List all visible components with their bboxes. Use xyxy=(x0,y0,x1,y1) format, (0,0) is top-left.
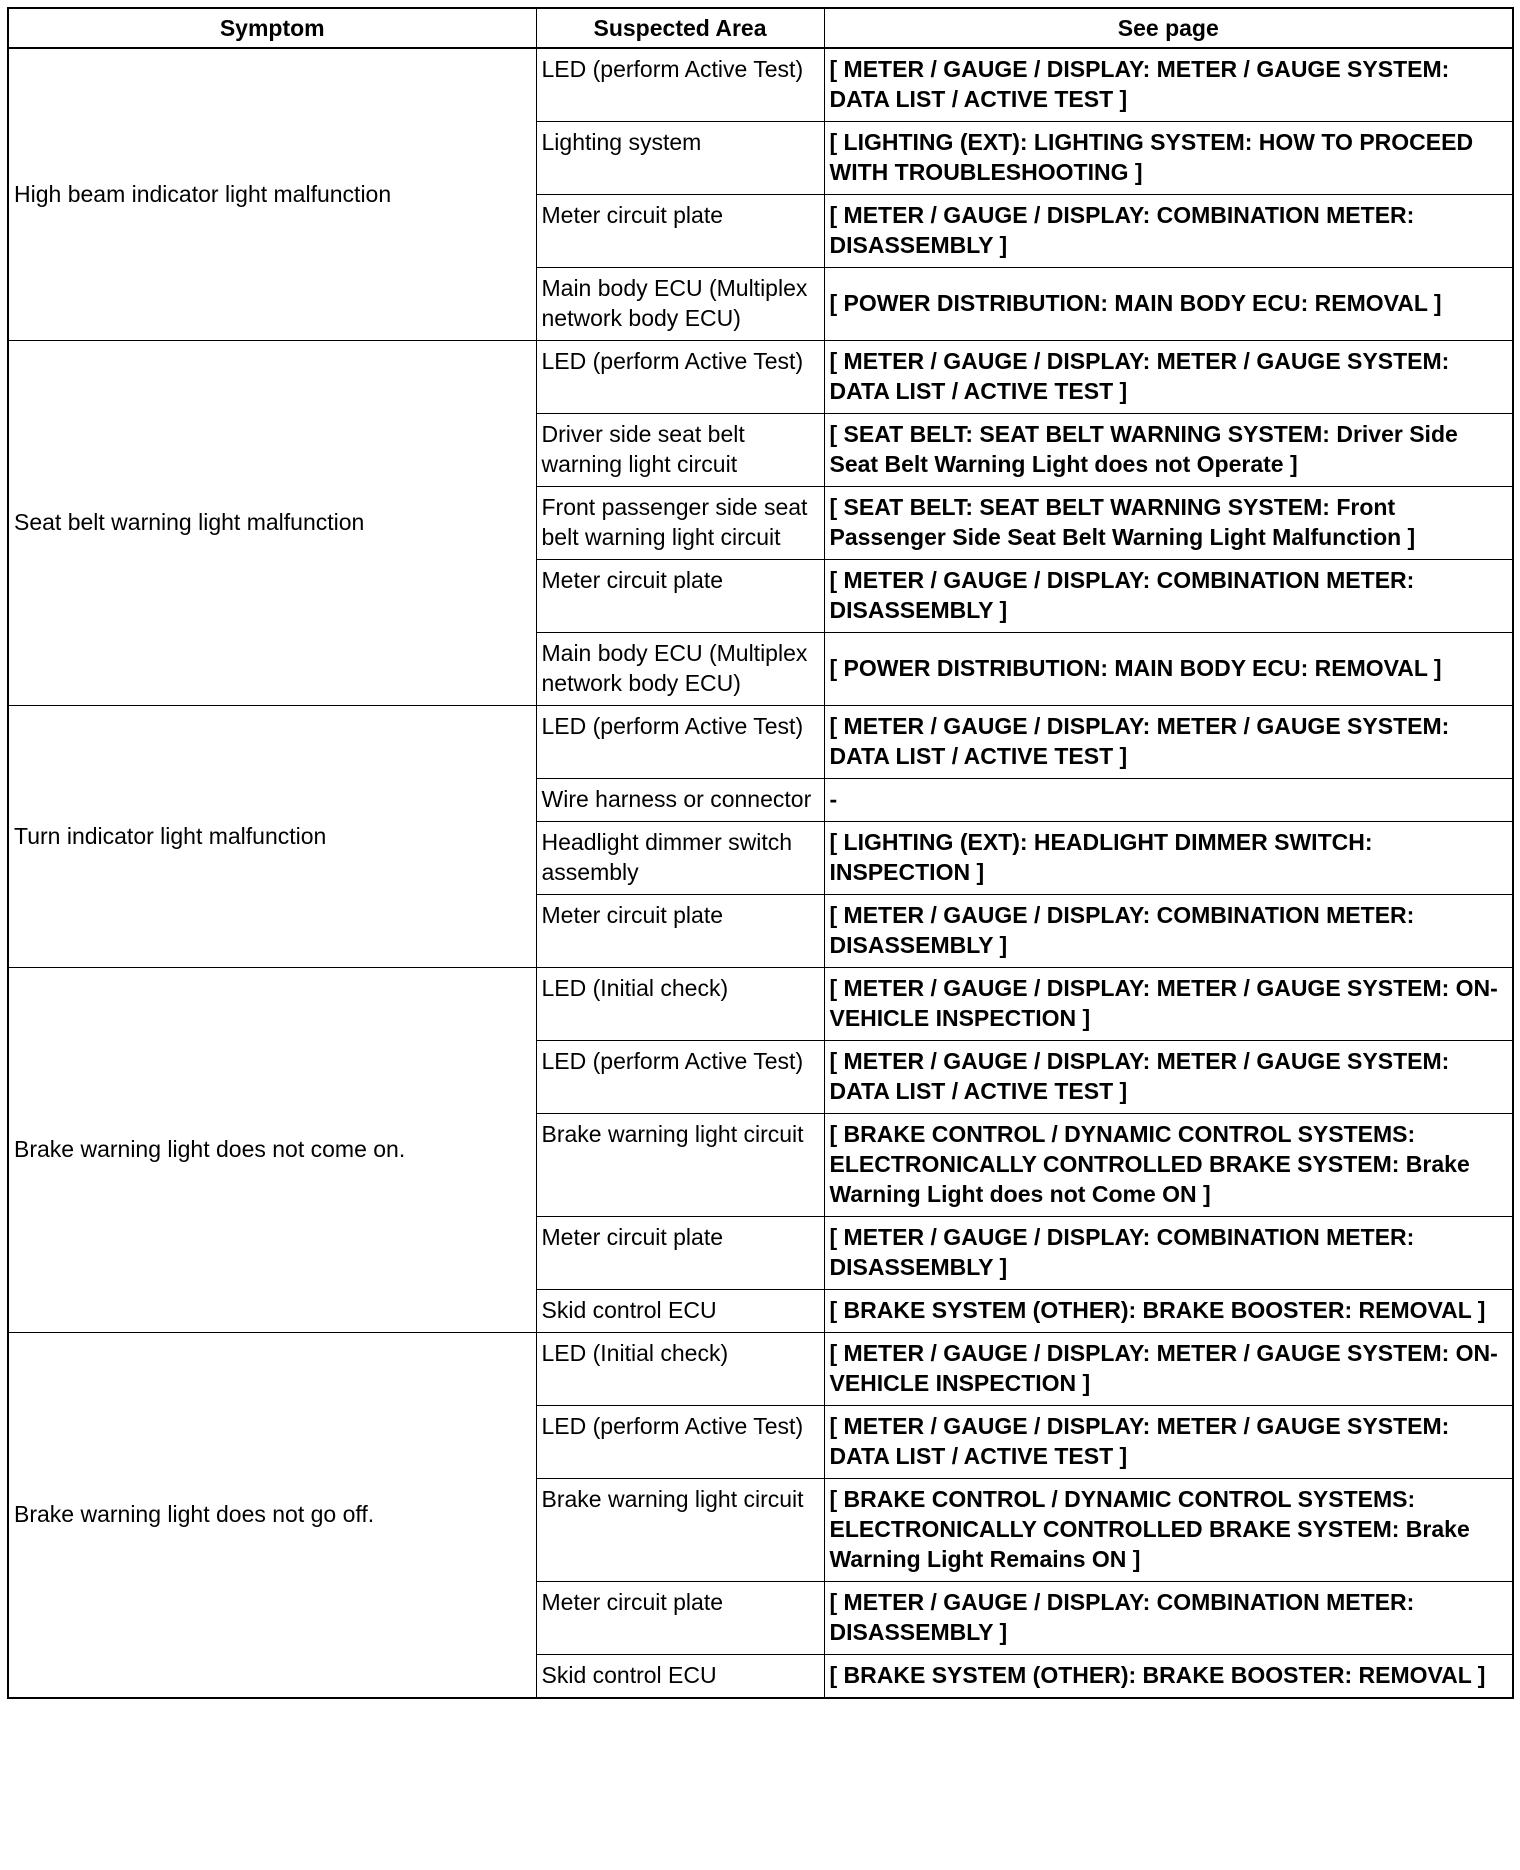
see-page-reference: - xyxy=(824,779,1513,822)
header-suspected-area: Suspected Area xyxy=(536,8,824,48)
table-body xyxy=(8,48,1513,1698)
suspected-area-cell: Brake warning light circuit xyxy=(536,1114,824,1217)
table-row xyxy=(8,706,1513,779)
symptom-cell: Seat belt warning light malfunction xyxy=(8,341,536,706)
see-page-reference: [ SEAT BELT: SEAT BELT WARNING SYSTEM: Front Passenger Side Seat Belt Warning Light Malfunction ] xyxy=(824,487,1513,560)
header-see-page: See page xyxy=(824,8,1513,48)
suspected-area-cell: Meter circuit plate xyxy=(536,195,824,268)
see-page-reference: [ METER / GAUGE / DISPLAY: METER / GAUGE SYSTEM: DATA LIST / ACTIVE TEST ] xyxy=(824,1041,1513,1114)
suspected-area-cell: Wire harness or connector xyxy=(536,779,824,822)
see-page-reference: [ METER / GAUGE / DISPLAY: METER / GAUGE SYSTEM: ON-VEHICLE INSPECTION ] xyxy=(824,968,1513,1041)
symptom-cell: High beam indicator light malfunction xyxy=(8,48,536,341)
see-page-reference: [ BRAKE CONTROL / DYNAMIC CONTROL SYSTEMS: ELECTRONICALLY CONTROLLED BRAKE SYSTEM: Brake Warning Light Remains ON ] xyxy=(824,1479,1513,1582)
symptom-cell: Brake warning light does not go off. xyxy=(8,1333,536,1699)
header-symptom: Symptom xyxy=(8,8,536,48)
see-page-reference: [ METER / GAUGE / DISPLAY: COMBINATION METER: DISASSEMBLY ] xyxy=(824,560,1513,633)
suspected-area-cell: Lighting system xyxy=(536,122,824,195)
see-page-reference: [ LIGHTING (EXT): LIGHTING SYSTEM: HOW TO PROCEED WITH TROUBLESHOOTING ] xyxy=(824,122,1513,195)
suspected-area-cell: LED (perform Active Test) xyxy=(536,48,824,122)
see-page-reference: [ BRAKE CONTROL / DYNAMIC CONTROL SYSTEMS: ELECTRONICALLY CONTROLLED BRAKE SYSTEM: Brake Warning Light does not Come ON ] xyxy=(824,1114,1513,1217)
see-page-reference: [ POWER DISTRIBUTION: MAIN BODY ECU: REMOVAL ] xyxy=(824,633,1513,706)
table-row xyxy=(8,341,1513,414)
suspected-area-cell: Meter circuit plate xyxy=(536,1217,824,1290)
suspected-area-cell: Driver side seat belt warning light circuit xyxy=(536,414,824,487)
suspected-area-cell: LED (perform Active Test) xyxy=(536,1041,824,1114)
suspected-area-cell: Front passenger side seat belt warning light circuit xyxy=(536,487,824,560)
see-page-reference: [ BRAKE SYSTEM (OTHER): BRAKE BOOSTER: REMOVAL ] xyxy=(824,1655,1513,1699)
troubleshooting-table xyxy=(7,7,1514,1699)
suspected-area-cell: LED (Initial check) xyxy=(536,1333,824,1406)
symptom-cell: Brake warning light does not come on. xyxy=(8,968,536,1333)
suspected-area-cell: Meter circuit plate xyxy=(536,1582,824,1655)
suspected-area-cell: Meter circuit plate xyxy=(536,560,824,633)
table-row xyxy=(8,968,1513,1041)
header-row xyxy=(8,8,1513,48)
see-page-reference: [ SEAT BELT: SEAT BELT WARNING SYSTEM: Driver Side Seat Belt Warning Light does not Operate ] xyxy=(824,414,1513,487)
suspected-area-cell: Main body ECU (Multiplex network body ECU) xyxy=(536,633,824,706)
suspected-area-cell: Meter circuit plate xyxy=(536,895,824,968)
suspected-area-cell: LED (perform Active Test) xyxy=(536,1406,824,1479)
see-page-reference: [ METER / GAUGE / DISPLAY: METER / GAUGE SYSTEM: DATA LIST / ACTIVE TEST ] xyxy=(824,706,1513,779)
see-page-reference: [ METER / GAUGE / DISPLAY: COMBINATION METER: DISASSEMBLY ] xyxy=(824,1582,1513,1655)
suspected-area-cell: Headlight dimmer switch assembly xyxy=(536,822,824,895)
suspected-area-cell: Skid control ECU xyxy=(536,1290,824,1333)
see-page-reference: [ LIGHTING (EXT): HEADLIGHT DIMMER SWITCH: INSPECTION ] xyxy=(824,822,1513,895)
suspected-area-cell: LED (Initial check) xyxy=(536,968,824,1041)
see-page-reference: [ BRAKE SYSTEM (OTHER): BRAKE BOOSTER: REMOVAL ] xyxy=(824,1290,1513,1333)
see-page-reference: [ METER / GAUGE / DISPLAY: COMBINATION METER: DISASSEMBLY ] xyxy=(824,895,1513,968)
table-row xyxy=(8,48,1513,122)
table-row xyxy=(8,1333,1513,1406)
suspected-area-cell: LED (perform Active Test) xyxy=(536,341,824,414)
suspected-area-cell: Main body ECU (Multiplex network body ECU) xyxy=(536,268,824,341)
suspected-area-cell: LED (perform Active Test) xyxy=(536,706,824,779)
see-page-reference: [ METER / GAUGE / DISPLAY: COMBINATION METER: DISASSEMBLY ] xyxy=(824,1217,1513,1290)
see-page-reference: [ METER / GAUGE / DISPLAY: METER / GAUGE SYSTEM: ON-VEHICLE INSPECTION ] xyxy=(824,1333,1513,1406)
see-page-reference: [ POWER DISTRIBUTION: MAIN BODY ECU: REMOVAL ] xyxy=(824,268,1513,341)
see-page-reference: [ METER / GAUGE / DISPLAY: COMBINATION METER: DISASSEMBLY ] xyxy=(824,195,1513,268)
see-page-reference: [ METER / GAUGE / DISPLAY: METER / GAUGE SYSTEM: DATA LIST / ACTIVE TEST ] xyxy=(824,1406,1513,1479)
symptom-cell: Turn indicator light malfunction xyxy=(8,706,536,968)
see-page-reference: [ METER / GAUGE / DISPLAY: METER / GAUGE SYSTEM: DATA LIST / ACTIVE TEST ] xyxy=(824,341,1513,414)
suspected-area-cell: Skid control ECU xyxy=(536,1655,824,1699)
see-page-reference: [ METER / GAUGE / DISPLAY: METER / GAUGE SYSTEM: DATA LIST / ACTIVE TEST ] xyxy=(824,48,1513,122)
suspected-area-cell: Brake warning light circuit xyxy=(536,1479,824,1582)
